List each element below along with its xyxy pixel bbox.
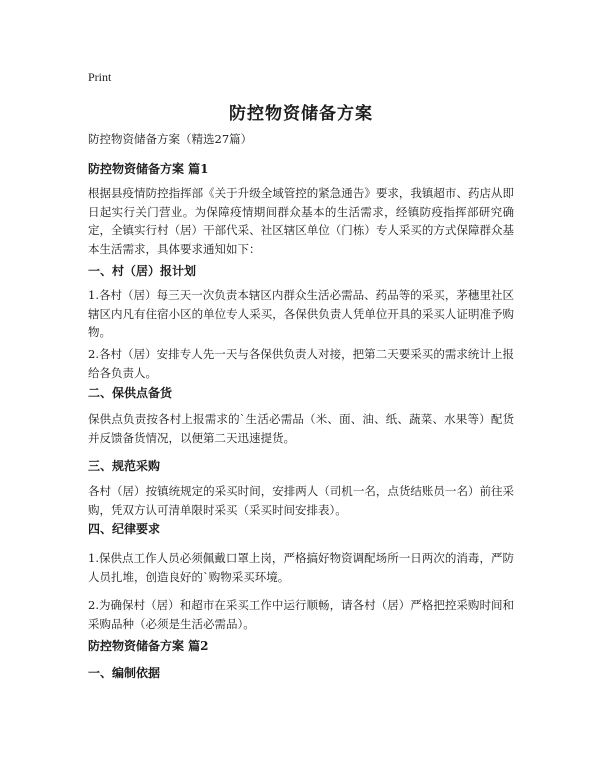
- section-heading-stock: 二、保供点备货: [88, 386, 173, 400]
- plan-paragraph-1: 1.各村（居）每三天一次负责本辖区内群众生活必需品、药品等的采买，茅穗里社区辖区内凡有住宿小区的单位专人采买，各保供负责人凭单位开具的采买人证明准予购物。: [88, 288, 514, 339]
- document-title: 防控物资储备方案: [229, 104, 373, 124]
- section-heading-purchase: 三、规范采购: [88, 459, 161, 473]
- purchase-paragraph: 各村（居）按镇统规定的采买时间，安排两人（司机一名，点货结账员一名）前往采购，凭双方认可清单限时采买（采买时间安排表）。: [88, 484, 514, 517]
- discipline-paragraph-1: 1.保供点工作人员必须佩戴口罩上岗，严格搞好物资调配场所一日两次的消毒，严防人员扎堆，创造良好的`购物采买环境。: [88, 551, 514, 584]
- section-heading-basis: 一、编制依据: [88, 666, 161, 680]
- section-heading-discipline: 四、纪律要求: [88, 522, 161, 536]
- section-heading-part2: 防控物资储备方案 篇2: [88, 639, 209, 653]
- print-link[interactable]: Print: [88, 70, 112, 84]
- section-heading-plan: 一、村（居）报计划: [88, 264, 197, 278]
- document-subtitle: 防控物资储备方案（精选27篇）: [88, 132, 253, 146]
- stock-paragraph: 保供点负责按各村上报需求的`生活必需品（米、面、油、纸、蔬菜、水果等）配货并反馈备货情况，以便第二天迅速提货。: [88, 412, 514, 445]
- intro-paragraph: 根据县疫情防控指挥部《关于升级全域管控的紧急通告》要求，我镇超市、药店从即日起实行关门营业。为保障疫情期间群众基本的生活需求，经镇防疫指挥部研究确定，全镇实行村（居）干部代采、社区辖区单位（门栋）专人采买的方式保障群众基本生活需求，具体要求通知如下：: [88, 186, 514, 256]
- plan-paragraph-2: 2.各村（居）安排专人先一天与各保供负责人对接，把第二天要采买的需求统计上报给各负责人。: [88, 347, 514, 380]
- section-heading-part1: 防控物资储备方案 篇1: [88, 162, 209, 176]
- discipline-paragraph-2: 2.为确保村（居）和超市在采买工作中运行顺畅，请各村（居）严格把控采购时间和采购品种（必须是生活必需品）。: [88, 598, 514, 631]
